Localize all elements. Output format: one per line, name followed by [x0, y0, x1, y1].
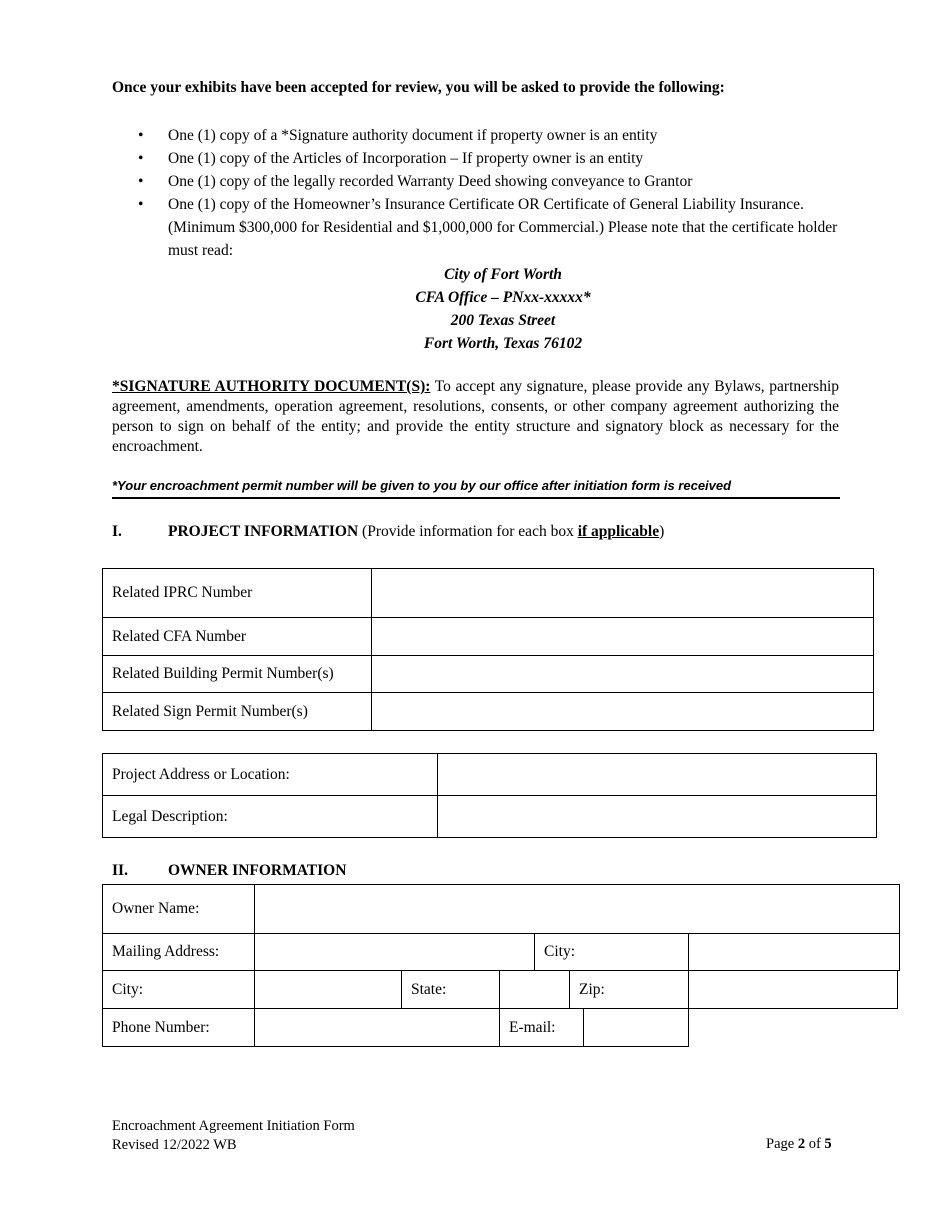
- city-field[interactable]: [254, 970, 402, 1009]
- list-item: • One (1) copy of a *Signature authority document if property owner is an entity: [112, 124, 840, 147]
- footer-form-info: [112, 1117, 355, 1155]
- list-item: • One (1) copy of the legally recorded Warranty Deed showing conveyance to Grantor: [112, 170, 840, 193]
- certificate-holder-address: [112, 263, 894, 355]
- list-item: • One (1) copy of the Homeowner’s Insurance Certificate OR Certificate of General Liability Insurance. (Minimum $300,000 for Residential and $1,000,000 for Commercial.) Please note that the certificate holder must read:: [112, 193, 840, 262]
- cfa-number-field[interactable]: [372, 618, 874, 656]
- mailing-address-field[interactable]: [254, 933, 535, 971]
- permit-number-note: *Your encroachment permit number will be given to you by our office after initiation form is received: [112, 478, 840, 499]
- building-permit-label: Related Building Permit Number(s): [103, 656, 372, 693]
- holder-line-3: 200 Texas Street: [450, 312, 556, 329]
- state-field[interactable]: [499, 970, 570, 1009]
- owner-name-field[interactable]: [254, 884, 900, 934]
- section-1-title: PROJECT INFORMATION: [168, 523, 359, 540]
- section-1-number: I.: [112, 523, 122, 540]
- bullet-icon: •: [138, 173, 144, 190]
- project-address-field[interactable]: [438, 754, 877, 796]
- iprc-number-label: Related IPRC Number: [103, 569, 372, 618]
- table-row: [103, 656, 874, 693]
- zip-label: Zip:: [569, 970, 689, 1009]
- iprc-number-field[interactable]: [372, 569, 874, 618]
- building-permit-field[interactable]: [372, 656, 874, 693]
- zip-field[interactable]: [688, 970, 898, 1009]
- email-label: E-mail:: [499, 1008, 584, 1047]
- holder-line-1: City of Fort Worth: [444, 266, 562, 283]
- table-row: [103, 618, 874, 656]
- list-item: • One (1) copy of the Articles of Incorporation – If property owner is an entity: [112, 147, 840, 170]
- bullet-icon: •: [138, 127, 144, 144]
- legal-description-field[interactable]: [438, 796, 877, 838]
- holder-line-4: Fort Worth, Texas 76102: [423, 335, 583, 352]
- city-label: City:: [102, 970, 255, 1009]
- requirements-list: [112, 124, 840, 262]
- bullet-icon: •: [138, 196, 144, 213]
- mailing-address-label: Mailing Address:: [102, 933, 255, 971]
- holder-line-2: CFA Office – PNxx-xxxxx*: [415, 289, 591, 306]
- section-2-heading: [112, 862, 346, 880]
- mailing-city-field[interactable]: [688, 933, 900, 971]
- project-address-table: [102, 753, 877, 838]
- phone-number-field[interactable]: [254, 1008, 500, 1047]
- section-2-number: II.: [112, 862, 128, 879]
- section-2-title: OWNER INFORMATION: [168, 862, 347, 879]
- signature-authority-paragraph: [112, 377, 839, 457]
- sign-permit-field[interactable]: [372, 693, 874, 731]
- signature-authority-label: *SIGNATURE AUTHORITY DOCUMENT(S):: [112, 378, 431, 395]
- project-address-label: Project Address or Location:: [103, 754, 438, 796]
- table-row: [103, 693, 874, 731]
- phone-number-label: Phone Number:: [102, 1008, 255, 1047]
- owner-name-label: Owner Name:: [102, 884, 255, 934]
- intro-heading: Once your exhibits have been accepted for review, you will be asked to provide the following:: [112, 79, 725, 96]
- footer-form-name: Encroachment Agreement Initiation Form: [112, 1118, 355, 1134]
- mailing-city-label: City:: [534, 933, 689, 971]
- sign-permit-label: Related Sign Permit Number(s): [103, 693, 372, 731]
- bullet-icon: •: [138, 150, 144, 167]
- signature-authority-text: To accept any signature, please provide any Bylaws, partnership agreement, amendments, operation agreement, resolutions, consents, or other company agreement authorizing the person to sign on behalf of the entity; and provide the entity structure and signatory block as necessary for the encroachment.: [112, 378, 839, 455]
- project-info-table: [102, 568, 874, 731]
- state-label: State:: [401, 970, 500, 1009]
- email-field[interactable]: [583, 1008, 689, 1047]
- table-row: [103, 754, 877, 796]
- page-number: Page 2 of 5: [766, 1136, 832, 1152]
- legal-description-label: Legal Description:: [103, 796, 438, 838]
- table-row: [103, 796, 877, 838]
- table-row: [103, 569, 874, 618]
- cfa-number-label: Related CFA Number: [103, 618, 372, 656]
- footer-revised: Revised 12/2022 WB: [112, 1137, 237, 1153]
- section-1-heading: I. PROJECT INFORMATION (Provide information for each box if applicable): [112, 523, 665, 540]
